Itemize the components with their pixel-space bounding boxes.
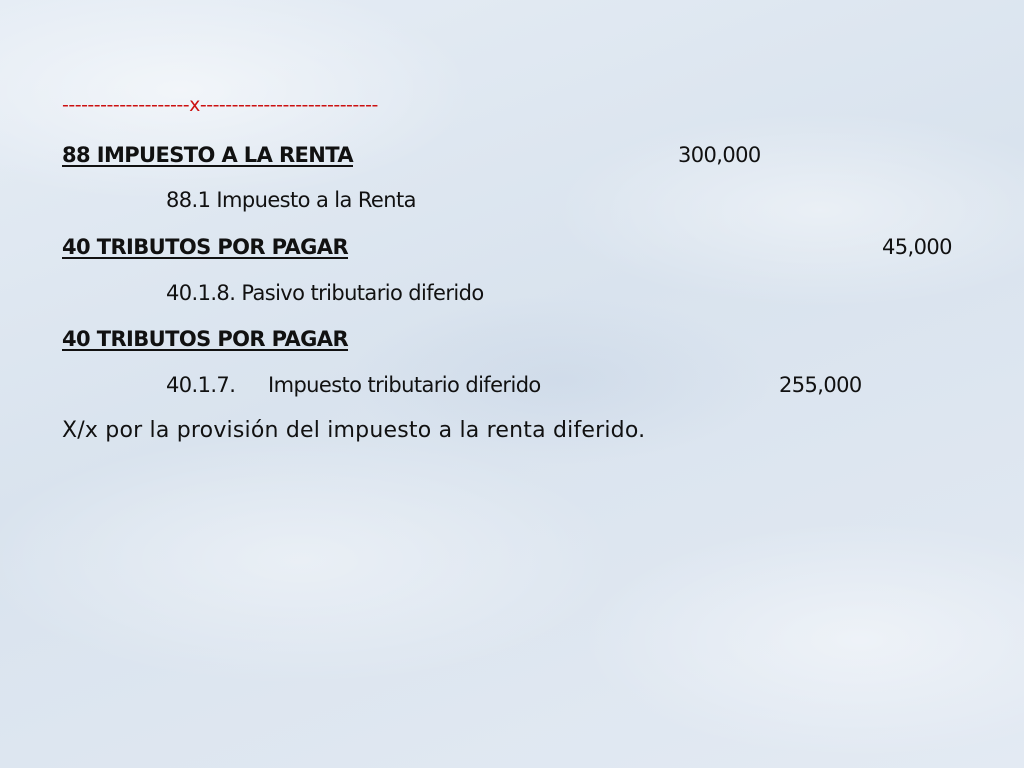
account-88-title: 88 IMPUESTO A LA RENTA: [62, 143, 353, 167]
subaccount-40-1-8: 40.1.8. Pasivo tributario diferido: [166, 281, 484, 305]
entry-separator: --------------------x----------------------------: [62, 94, 378, 116]
credit-amount-40-1-8: 45,000: [882, 235, 952, 259]
subaccount-88-1: 88.1 Impuesto a la Renta: [166, 188, 416, 212]
subaccount-40-1-7-name: Impuesto tributario diferido: [268, 373, 541, 397]
subaccount-40-1-7-code: 40.1.7.: [166, 373, 236, 397]
account-40-title-second: 40 TRIBUTOS POR PAGAR: [62, 327, 349, 351]
entry-gloss: X/x por la provisión del impuesto a la renta diferido.: [62, 418, 646, 443]
debit-amount-88: 300,000: [678, 143, 761, 167]
account-40-title-first: 40 TRIBUTOS POR PAGAR: [62, 235, 349, 259]
credit-amount-40-1-7: 255,000: [779, 373, 862, 397]
